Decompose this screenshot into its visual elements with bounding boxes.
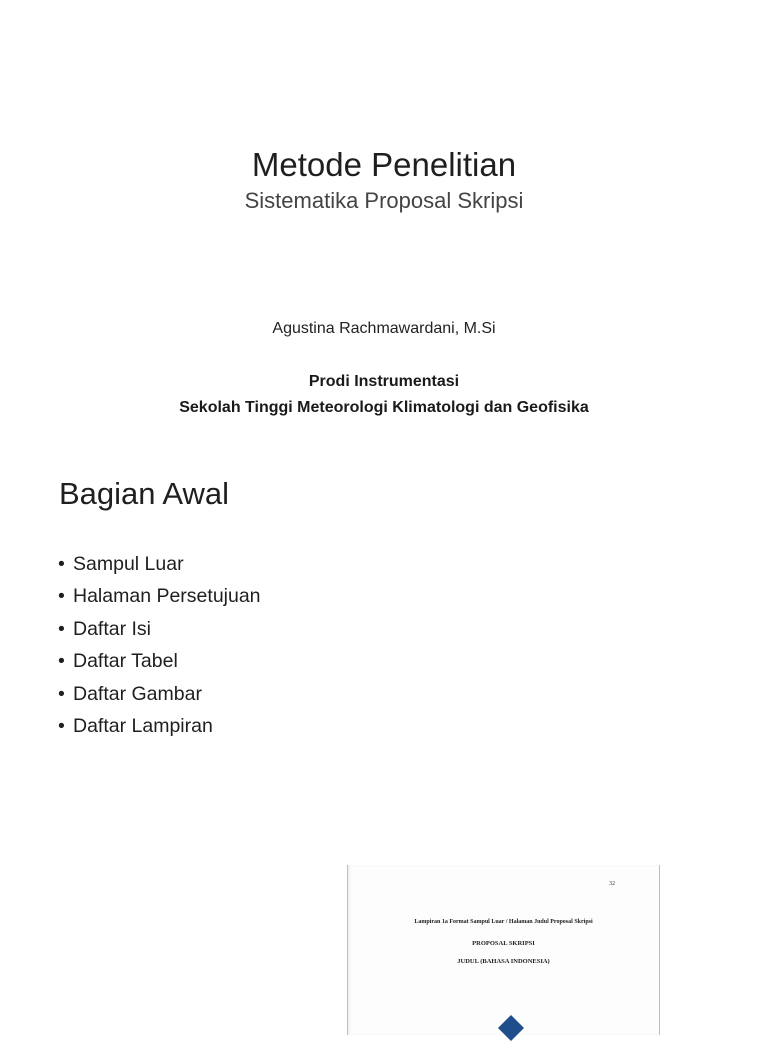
list-item <box>58 580 261 612</box>
institution-name: Sekolah Tinggi Meteorologi Klimatologi dan Geofisika <box>179 399 589 416</box>
list-item-text: Daftar Tabel <box>73 650 178 673</box>
bullet-icon: • <box>58 682 65 705</box>
list-item-text: Daftar Isi <box>73 617 152 640</box>
slide-subtitle: Sistematika Proposal Skripsi <box>244 188 524 213</box>
bullet-icon: • <box>58 617 65 640</box>
document-preview-image <box>347 865 660 1035</box>
slide-title: Metode Penelitian <box>251 146 517 183</box>
content-slide <box>0 440 768 1024</box>
bullet-icon: • <box>58 715 65 738</box>
bullet-icon: • <box>58 553 65 575</box>
list-item-text: Daftar Lampiran <box>73 715 213 738</box>
title-slide <box>0 0 768 440</box>
list-item-text: Halaman Persetujuan <box>73 585 261 608</box>
list-item <box>58 645 261 677</box>
proposal-heading: PROPOSAL SKRIPSI <box>472 940 535 947</box>
author-name: Agustina Rachmawardani, M.Si <box>272 320 496 337</box>
bullet-icon: • <box>58 650 65 673</box>
logo-icon <box>498 1015 524 1041</box>
section-title: Bagian Awal <box>59 476 230 511</box>
bullet-list <box>58 548 261 742</box>
list-item <box>58 613 261 645</box>
list-item <box>58 678 261 710</box>
page-number: 32 <box>609 881 615 887</box>
appendix-caption: Lampiran 1a Format Sampul Luar / Halaman Judul Proposal Skripsi <box>414 919 593 925</box>
list-item <box>58 710 261 742</box>
bullet-icon: • <box>58 585 65 608</box>
list-item <box>58 548 261 580</box>
proposal-title-placeholder: JUDUL (BAHASA INDONESIA) <box>457 958 550 965</box>
program-name: Prodi Instrumentasi <box>308 373 460 390</box>
list-item-text: Daftar Gambar <box>73 682 202 705</box>
list-item-text: Sampul Luar <box>73 553 184 575</box>
